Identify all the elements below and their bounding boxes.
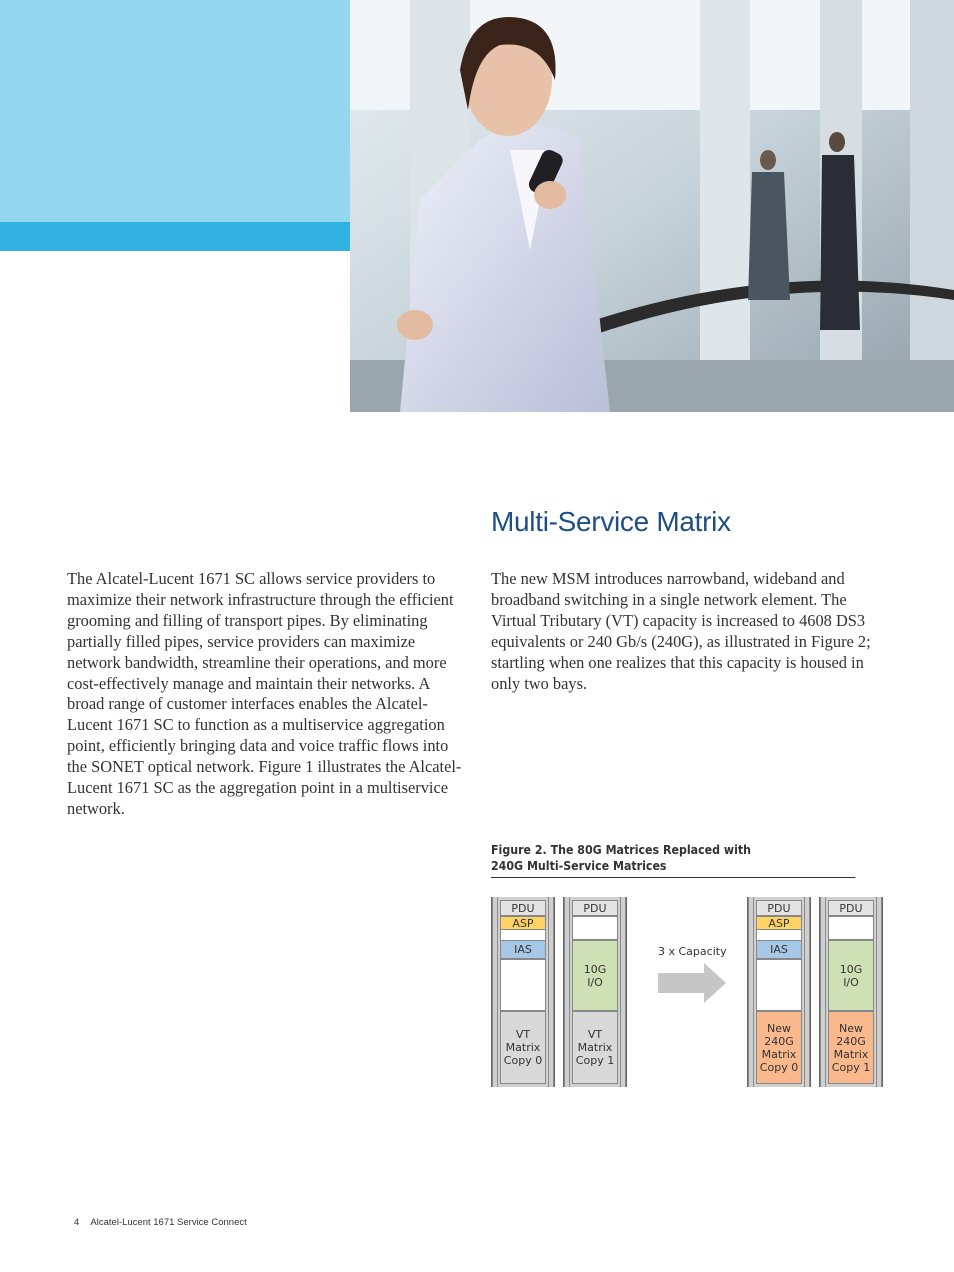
- rack-rail: [620, 897, 626, 1087]
- rack-rail: [548, 897, 554, 1087]
- page-footer: [74, 1217, 247, 1228]
- old-bay-copy-1: [563, 897, 627, 1087]
- rack-rail: [748, 897, 754, 1087]
- empty-slot: [756, 930, 802, 940]
- figure-caption-line-2: 240G Multi-Service Matrices: [491, 859, 667, 873]
- figure-caption: [491, 842, 855, 878]
- vt-matrix-slot: VT Matrix Copy 0: [500, 1011, 546, 1084]
- pdu-slot: PDU: [572, 900, 618, 916]
- rack-rail: [804, 897, 810, 1087]
- asp-slot: ASP: [756, 916, 802, 930]
- empty-slot: [572, 916, 618, 940]
- io-slot: 10G I/O: [572, 940, 618, 1011]
- empty-slot: [828, 916, 874, 940]
- right-column-paragraph: The new MSM introduces narrowband, wideband and broadband switching in a single network element. The Virtual Tributary (VT) capacity is increased to 4608 DS3 equivalents or 240 Gb/s (240G), as illustrated in Figure 2; startling when one realizes that this capacity is housed in only two bays.: [491, 569, 871, 693]
- ias-slot: IAS: [756, 940, 802, 959]
- decorative-blue-band: [0, 222, 350, 251]
- footer-title: Alcatel-Lucent 1671 Service Connect: [90, 1217, 247, 1228]
- io-slot: 10G I/O: [828, 940, 874, 1011]
- right-arrow-icon: [658, 963, 726, 1003]
- section-heading: Multi-Service Matrix: [491, 506, 731, 537]
- page-number: 4: [74, 1217, 80, 1228]
- capacity-label: 3 x Capacity: [658, 945, 727, 958]
- rack-rail: [564, 897, 570, 1087]
- vt-matrix-slot: VT Matrix Copy 1: [572, 1011, 618, 1084]
- left-column-paragraph: The Alcatel-Lucent 1671 SC allows service providers to maximize their network infrastructure through the efficient grooming and filling of transport pipes. By eliminating partially filled pipes, service providers can maximize network bandwidth, streamline their operations, and more cost-effectively manage and maintain their networks. A broad range of customer interfaces enables the Alcatel-Lucent 1671 SC to function as a multiservice aggregation point, efficiently bringing data and voice traffic flows into the SONET optical network. Figure 1 illustrates the Alcatel-Lucent 1671 SC as the aggregation point in a multiservice network.: [67, 569, 462, 818]
- ias-slot: IAS: [500, 940, 546, 959]
- new-bay-copy-0: [747, 897, 811, 1087]
- new-matrix-slot: New 240G Matrix Copy 1: [828, 1011, 874, 1084]
- decorative-light-blue-block: [0, 0, 350, 222]
- new-bay-copy-1: [819, 897, 883, 1087]
- pdu-slot: PDU: [828, 900, 874, 916]
- empty-slot: [756, 959, 802, 1011]
- pdu-slot: PDU: [756, 900, 802, 916]
- rack-rail: [492, 897, 498, 1087]
- pdu-slot: PDU: [500, 900, 546, 916]
- new-matrix-slot: New 240G Matrix Copy 0: [756, 1011, 802, 1084]
- bay-diagram: [491, 897, 891, 1089]
- rack-rail: [820, 897, 826, 1087]
- empty-slot: [500, 959, 546, 1011]
- figure-caption-line-1: Figure 2. The 80G Matrices Replaced with: [491, 843, 751, 857]
- empty-slot: [500, 930, 546, 940]
- old-bay-copy-0: [491, 897, 555, 1087]
- asp-slot: ASP: [500, 916, 546, 930]
- hero-photo-businesswoman-with-phone: [350, 0, 954, 412]
- rack-rail: [876, 897, 882, 1087]
